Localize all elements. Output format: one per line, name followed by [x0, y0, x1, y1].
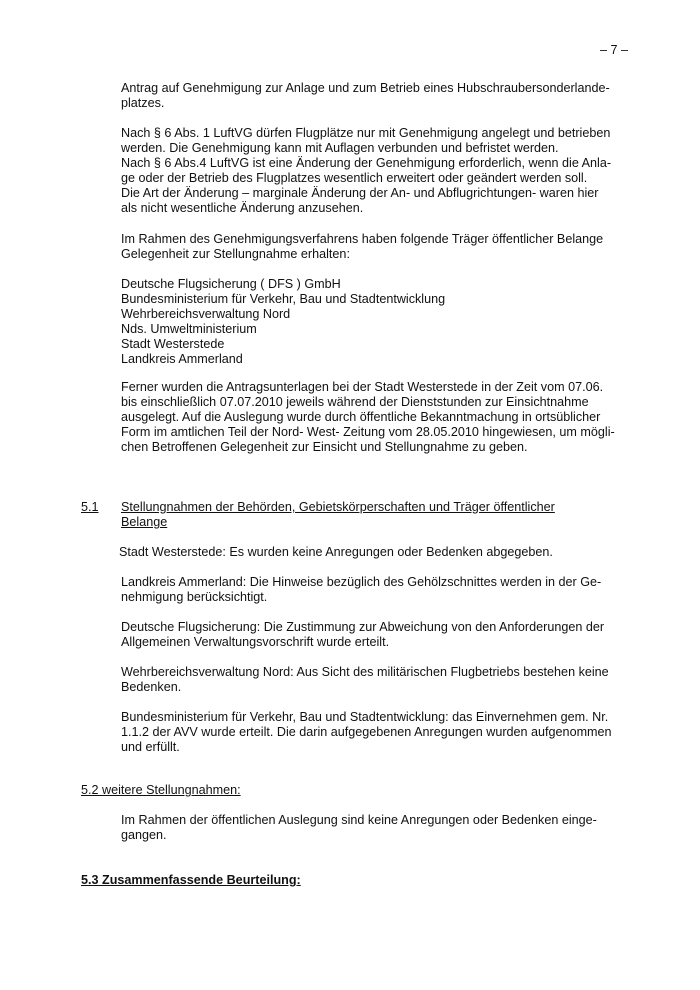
text-line: als nicht wesentliche Änderung anzusehen. [121, 201, 364, 215]
public-display-paragraph [121, 380, 634, 455]
text-line: Im Rahmen der öffentlichen Auslegung sind keine Anregungen oder Bedenken einge- [121, 813, 597, 827]
text-line: nehmigung berücksichtigt. [121, 590, 268, 604]
text-line: 1.1.2 der AVV wurde erteilt. Die darin aufgegebenen Anregungen wurden aufgenommen [121, 725, 612, 739]
text-line: Deutsche Flugsicherung: Die Zustimmung zur Abweichung von den Anforderungen der [121, 620, 605, 634]
application-paragraph [121, 81, 634, 111]
statement-dfs [121, 620, 634, 650]
text-line: Bedenken. [121, 680, 182, 694]
list-item: Deutsche Flugsicherung ( DFS ) GmbH [121, 277, 341, 291]
text-line: Bundesministerium für Verkehr, Bau und Stadtentwicklung: das Einvernehmen gem. Nr. [121, 710, 609, 724]
text-line: Stadt Westerstede: Es wurden keine Anregungen oder Bedenken abgegeben. [119, 545, 553, 559]
text-line: Allgemeinen Verwaltungsvorschrift wurde erteilt. [121, 635, 390, 649]
text-line: Wehrbereichsverwaltung Nord: Aus Sicht des militärischen Flugbetriebs bestehen keine [121, 665, 609, 679]
text-line: gangen. [121, 828, 167, 842]
statement-wbv [121, 665, 634, 695]
legal-basis-paragraph [121, 126, 634, 216]
text-line: Gelegenheit zur Stellungnahme erhalten: [121, 247, 350, 261]
agency-list [121, 277, 634, 367]
section-5-1-heading [81, 500, 634, 530]
text-line: Die Art der Änderung – marginale Änderung der An- und Abflugrichtungen- waren hier [121, 186, 599, 200]
text-line: chen Betroffenen Gelegenheit zur Einsicht und Stellungnahme zu geben. [121, 440, 528, 454]
procedure-paragraph [121, 232, 634, 262]
text-line: Nach § 6 Abs.4 LuftVG ist eine Änderung der Genehmigung erforderlich, wenn die Anla- [121, 156, 612, 170]
text-line: werden. Die Genehmigung kann mit Auflagen verbunden und befristet werden. [121, 141, 559, 155]
text-line: ausgelegt. Auf die Auslegung wurde durch öffentliche Bekanntmachung in ortsüblicher [121, 410, 601, 424]
section-5-2-text [121, 813, 634, 843]
text-line: platzes. [121, 96, 165, 110]
list-item: Nds. Umweltministerium [121, 322, 257, 336]
list-item: Bundesministerium für Verkehr, Bau und Stadtentwicklung [121, 292, 446, 306]
section-title: 5.2 weitere Stellungnahmen: [81, 783, 241, 797]
text-line: und erfüllt. [121, 740, 180, 754]
statement-ammerland [121, 575, 634, 605]
statement-westerstede [119, 545, 632, 560]
section-5-3-heading [81, 873, 634, 888]
text-line: ge oder der Betrieb des Flugplatzes wesentlich erweitert oder geändert werden soll. [121, 171, 588, 185]
section-title-cont: Belange [121, 515, 168, 529]
statement-bmvbs [121, 710, 634, 755]
text-line: bis einschließlich 07.07.2010 jeweils während der Dienststunden zur Einsichtnahme [121, 395, 589, 409]
list-item: Landkreis Ammerland [121, 352, 243, 366]
text-line: Ferner wurden die Antragsunterlagen bei der Stadt Westerstede in der Zeit vom 07.06. [121, 380, 604, 394]
section-number: 5.1 [81, 500, 99, 514]
text-line: Im Rahmen des Genehmigungsverfahrens haben folgende Träger öffentlicher Belange [121, 232, 604, 246]
section-title: 5.3 Zusammenfassende Beurteilung: [81, 873, 301, 887]
page-number: – 7 – [600, 43, 629, 57]
text-line: Nach § 6 Abs. 1 LuftVG dürfen Flugplätze nur mit Genehmigung angelegt und betrieben [121, 126, 611, 140]
list-item: Stadt Westerstede [121, 337, 225, 351]
list-item: Wehrbereichsverwaltung Nord [121, 307, 291, 321]
section-title: Stellungnahmen der Behörden, Gebietskörperschaften und Träger öffentlicher [121, 500, 555, 514]
text-line: Form im amtlichen Teil der Nord- West- Zeitung vom 28.05.2010 hingewiesen, um mögli- [121, 425, 615, 439]
text-line: Antrag auf Genehmigung zur Anlage und zum Betrieb eines Hubschraubersonderlande- [121, 81, 610, 95]
section-5-2-heading [81, 783, 634, 798]
text-line: Landkreis Ammerland: Die Hinweise bezüglich des Gehölzschnittes werden in der Ge- [121, 575, 602, 589]
